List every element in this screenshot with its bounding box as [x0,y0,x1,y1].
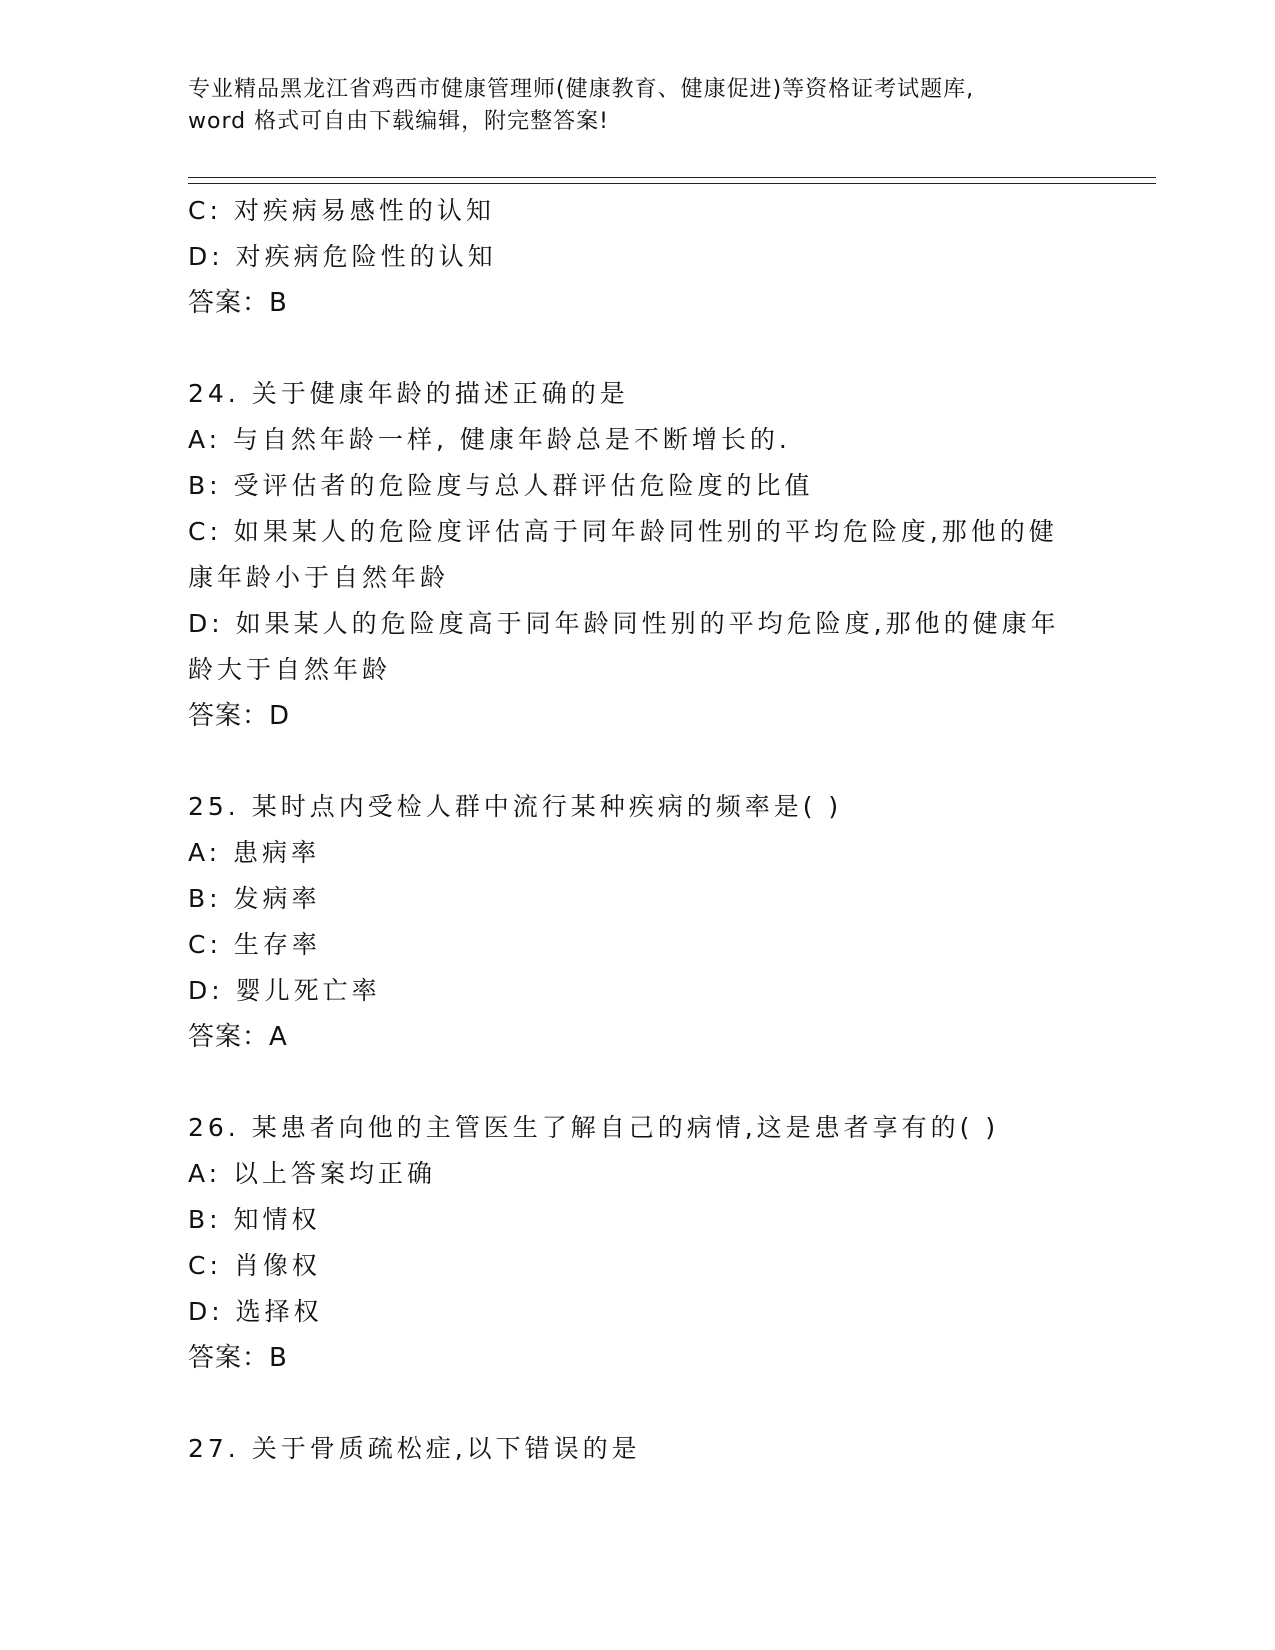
question-line: 龄大于自然年龄 [188,655,392,684]
question-line: 25. 某时点内受检人群中流行某种疾病的频率是( ) [188,792,843,821]
question-block [188,1426,1088,1472]
answer-line: 答案：D [188,701,291,731]
question-block [188,1105,1088,1381]
question-line: 康年龄小于自然年龄 [188,563,450,592]
header-subtitle-line: word 格式可自由下载编辑，附完整答案! [188,109,609,134]
document-header [188,74,1088,138]
header-divider-top [188,177,1156,178]
question-line: C: 如果某人的危险度评估高于同年龄同性别的平均危险度,那他的健 [188,517,1058,546]
question-line: 27. 关于骨质疏松症,以下错误的是 [188,1434,641,1463]
question-line: 26. 某患者向他的主管医生了解自己的病情,这是患者享有的( ) [188,1113,1000,1142]
answer-line: 答案：A [188,1022,288,1052]
question-line: D: 婴儿死亡率 [188,976,381,1005]
question-list [188,188,1088,1472]
header-title-line: 专业精品黑龙江省鸡西市健康管理师(健康教育、健康促进)等资格证考试题库, [188,77,975,102]
block-spacer [188,1381,1088,1426]
header-divider-bottom [188,183,1156,184]
block-spacer [188,326,1088,371]
question-line: A: 患病率 [188,838,321,867]
question-line: D: 选择权 [188,1297,323,1326]
answer-line: 答案：B [188,288,288,318]
question-line: D: 对疾病危险性的认知 [188,242,497,271]
question-line: C: 肖像权 [188,1251,321,1280]
question-block [188,371,1088,739]
question-line: C: 对疾病易感性的认知 [188,196,495,225]
question-block [188,188,1088,326]
block-spacer [188,739,1088,784]
question-line: D: 如果某人的危险度高于同年龄同性别的平均危险度,那他的健康年 [188,609,1060,638]
question-line: B: 发病率 [188,884,321,913]
question-line: B: 知情权 [188,1205,321,1234]
question-line: A: 与自然年龄一样, 健康年龄总是不断增长的. [188,425,791,454]
block-spacer [188,1060,1088,1105]
question-block [188,784,1088,1060]
question-line: B: 受评估者的危险度与总人群评估危险度的比值 [188,471,814,500]
question-line: C: 生存率 [188,930,321,959]
answer-line: 答案：B [188,1343,288,1373]
question-line: 24. 关于健康年龄的描述正确的是 [188,379,629,408]
question-line: A: 以上答案均正确 [188,1159,437,1188]
